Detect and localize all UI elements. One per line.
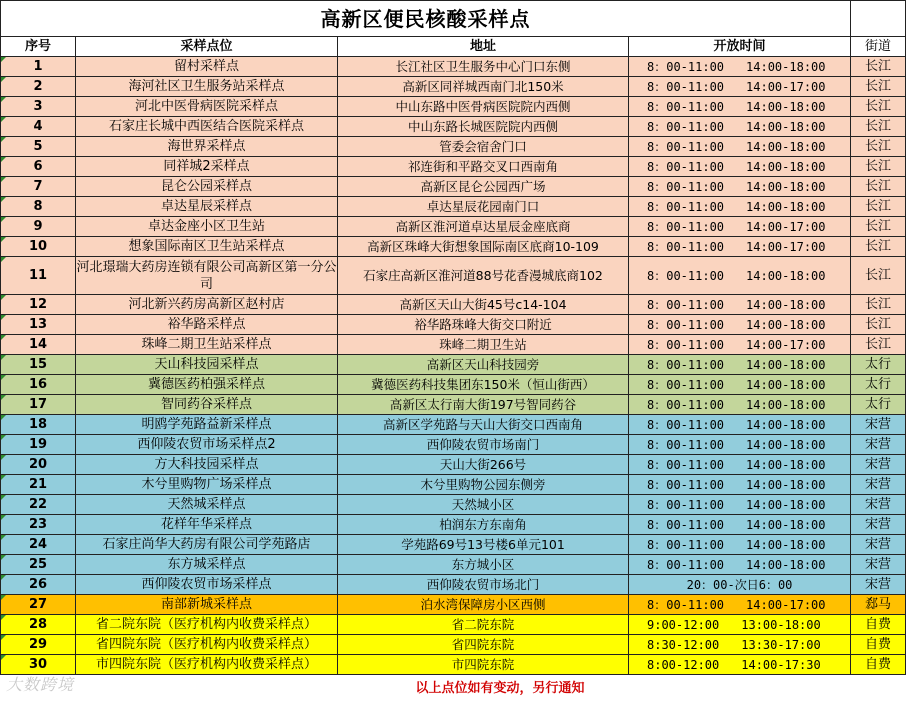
hours-afternoon: 14:00-18:00	[746, 557, 826, 572]
street-name: 郄马	[851, 595, 906, 615]
hours-afternoon: 14:00-18:00	[746, 477, 826, 492]
site-address: 高新区天山科技园旁	[338, 355, 629, 375]
hours-morning: 8：00-11:00	[647, 219, 725, 234]
site-name: 省四院东院（医疗机构内收费采样点）	[76, 635, 338, 655]
site-name: 河北璟瑞大药房连锁有限公司高新区第一分公司	[76, 257, 338, 295]
site-address: 东方城小区	[338, 555, 629, 575]
site-address: 中山东路长城医院院内西侧	[338, 117, 629, 137]
opening-hours	[629, 515, 851, 535]
street-name: 长江	[851, 315, 906, 335]
hours-afternoon: 14:00-17:00	[746, 79, 826, 94]
site-name: 东方城采样点	[76, 555, 338, 575]
site-name: 海河社区卫生服务站采样点	[76, 77, 338, 97]
hours-morning: 8：00-11:00	[647, 59, 725, 74]
hours-morning: 8：00-11:00	[647, 457, 725, 472]
sheet-title: 高新区便民核酸采样点	[1, 1, 851, 37]
site-name: 海世界采样点	[76, 137, 338, 157]
table-row	[1, 555, 906, 575]
street-name: 宋营	[851, 475, 906, 495]
row-number: 12	[1, 295, 76, 315]
hours-afternoon: 13:30-17:00	[741, 637, 821, 652]
table-row	[1, 295, 906, 315]
site-name: 方大科技园采样点	[76, 455, 338, 475]
hours-afternoon: 14:00-17:30	[741, 657, 821, 672]
hours-morning: 20：00-次日6：00	[686, 577, 793, 592]
hours-morning: 8：00-11:00	[647, 139, 725, 154]
street-name: 长江	[851, 177, 906, 197]
hours-afternoon: 14:00-18:00	[746, 417, 826, 432]
street-name: 长江	[851, 295, 906, 315]
table-row	[1, 237, 906, 257]
opening-hours	[629, 575, 851, 595]
site-address: 天山大街266号	[338, 455, 629, 475]
opening-hours	[629, 635, 851, 655]
hours-afternoon: 14:00-18:00	[746, 99, 826, 114]
hours-afternoon: 14:00-18:00	[746, 59, 826, 74]
site-address: 石家庄高新区淮河道88号花香漫城底商102	[338, 257, 629, 295]
site-name: 珠峰二期卫生站采样点	[76, 335, 338, 355]
street-name: 宋营	[851, 515, 906, 535]
opening-hours	[629, 655, 851, 675]
street-name: 长江	[851, 77, 906, 97]
site-address: 中山东路中医骨病医院院内西侧	[338, 97, 629, 117]
site-name: 明鸥学苑路益新采样点	[76, 415, 338, 435]
row-number: 17	[1, 395, 76, 415]
site-address: 泊水湾保障房小区西侧	[338, 595, 629, 615]
opening-hours	[629, 555, 851, 575]
site-address: 高新区天山大街45号c14-104	[338, 295, 629, 315]
hours-afternoon: 14:00-18:00	[746, 457, 826, 472]
hours-morning: 8：00-11:00	[647, 179, 725, 194]
footer-note: 以上点位如有变动，另行通知	[415, 681, 585, 696]
hours-afternoon: 14:00-17:00	[746, 219, 826, 234]
hours-afternoon: 14:00-18:00	[746, 199, 826, 214]
opening-hours	[629, 375, 851, 395]
hours-morning: 8：00-11:00	[647, 477, 725, 492]
street-name: 长江	[851, 117, 906, 137]
table-row	[1, 257, 906, 295]
street-name: 长江	[851, 137, 906, 157]
hours-afternoon: 13:00-18:00	[741, 617, 821, 632]
hours-morning: 8:30-12:00	[647, 637, 720, 652]
row-number: 19	[1, 435, 76, 455]
row-number: 3	[1, 97, 76, 117]
row-number: 30	[1, 655, 76, 675]
opening-hours	[629, 137, 851, 157]
hours-morning: 9:00-12:00	[647, 617, 720, 632]
row-number: 27	[1, 595, 76, 615]
site-address: 学苑路69号13号楼6单元101	[338, 535, 629, 555]
opening-hours	[629, 455, 851, 475]
hours-afternoon: 14:00-18:00	[746, 437, 826, 452]
table-row	[1, 515, 906, 535]
hours-morning: 8：00-11:00	[647, 537, 725, 552]
hours-afternoon: 14:00-18:00	[746, 139, 826, 154]
site-name: 石家庄尚华大药房有限公司学苑路店	[76, 535, 338, 555]
hours-afternoon: 14:00-18:00	[746, 179, 826, 194]
opening-hours	[629, 435, 851, 455]
opening-hours	[629, 197, 851, 217]
table-row	[1, 335, 906, 355]
opening-hours	[629, 355, 851, 375]
table-row	[1, 455, 906, 475]
site-name: 河北新兴药房高新区赵村店	[76, 295, 338, 315]
site-address: 省二院东院	[338, 615, 629, 635]
hours-morning: 8：00-11:00	[647, 239, 725, 254]
site-address: 市四院东院	[338, 655, 629, 675]
table-row	[1, 495, 906, 515]
site-address: 裕华路珠峰大街交口附近	[338, 315, 629, 335]
street-name: 宋营	[851, 555, 906, 575]
table-row	[1, 117, 906, 137]
street-name: 长江	[851, 97, 906, 117]
row-number: 4	[1, 117, 76, 137]
opening-hours	[629, 177, 851, 197]
hours-morning: 8：00-11:00	[647, 417, 725, 432]
site-address: 天然城小区	[338, 495, 629, 515]
row-number: 20	[1, 455, 76, 475]
hours-morning: 8：00-11:00	[647, 297, 725, 312]
header-no: 序号	[1, 37, 76, 57]
site-address: 高新区昆仑公园西广场	[338, 177, 629, 197]
table-row	[1, 197, 906, 217]
site-name: 天山科技园采样点	[76, 355, 338, 375]
site-address: 高新区学苑路与天山大街交口西南角	[338, 415, 629, 435]
hours-afternoon: 14:00-18:00	[746, 537, 826, 552]
opening-hours	[629, 595, 851, 615]
street-name: 长江	[851, 257, 906, 295]
opening-hours	[629, 535, 851, 555]
table-row	[1, 615, 906, 635]
street-name: 长江	[851, 57, 906, 77]
table-row	[1, 415, 906, 435]
street-name: 太行	[851, 395, 906, 415]
opening-hours	[629, 57, 851, 77]
row-number: 6	[1, 157, 76, 177]
hours-afternoon: 14:00-18:00	[746, 517, 826, 532]
street-name: 长江	[851, 217, 906, 237]
street-name: 宋营	[851, 495, 906, 515]
site-address: 高新区同祥城西南门北150米	[338, 77, 629, 97]
street-name: 宋营	[851, 435, 906, 455]
row-number: 18	[1, 415, 76, 435]
site-address: 木兮里购物公园东侧旁	[338, 475, 629, 495]
hours-afternoon: 14:00-18:00	[746, 119, 826, 134]
opening-hours	[629, 615, 851, 635]
table-row	[1, 595, 906, 615]
site-name: 同祥城2采样点	[76, 157, 338, 177]
hours-morning: 8：00-11:00	[647, 268, 725, 283]
table-row	[1, 137, 906, 157]
hours-afternoon: 14:00-18:00	[746, 497, 826, 512]
hours-afternoon: 14:00-18:00	[746, 297, 826, 312]
header-address: 地址	[338, 37, 629, 57]
row-number: 25	[1, 555, 76, 575]
hours-afternoon: 14:00-17:00	[746, 239, 826, 254]
hours-afternoon: 14:00-18:00	[746, 159, 826, 174]
row-number: 7	[1, 177, 76, 197]
row-number: 5	[1, 137, 76, 157]
row-number: 22	[1, 495, 76, 515]
hours-morning: 8：00-11:00	[647, 397, 725, 412]
site-name: 想象国际南区卫生站采样点	[76, 237, 338, 257]
table-row	[1, 355, 906, 375]
street-name: 自费	[851, 655, 906, 675]
site-address: 西仰陵农贸市场北门	[338, 575, 629, 595]
row-number: 13	[1, 315, 76, 335]
row-number: 2	[1, 77, 76, 97]
opening-hours	[629, 157, 851, 177]
street-name: 太行	[851, 355, 906, 375]
opening-hours	[629, 117, 851, 137]
header-hours: 开放时间	[629, 37, 851, 57]
row-number: 8	[1, 197, 76, 217]
hours-morning: 8：00-11:00	[647, 377, 725, 392]
site-name: 省二院东院（医疗机构内收费采样点）	[76, 615, 338, 635]
table-body	[1, 57, 906, 675]
hours-morning: 8:00-12:00	[647, 657, 720, 672]
row-number: 26	[1, 575, 76, 595]
row-number: 29	[1, 635, 76, 655]
row-number: 10	[1, 237, 76, 257]
hours-morning: 8：00-11:00	[647, 79, 725, 94]
table-row	[1, 57, 906, 77]
site-address: 柏润东方东南角	[338, 515, 629, 535]
row-number: 1	[1, 57, 76, 77]
site-name: 花样年华采样点	[76, 515, 338, 535]
table-row	[1, 315, 906, 335]
site-name: 天然城采样点	[76, 495, 338, 515]
site-name: 市四院东院（医疗机构内收费采样点）	[76, 655, 338, 675]
opening-hours	[629, 217, 851, 237]
site-name: 昆仑公园采样点	[76, 177, 338, 197]
hours-morning: 8：00-11:00	[647, 119, 725, 134]
hours-afternoon: 14:00-18:00	[746, 357, 826, 372]
hours-morning: 8：00-11:00	[647, 497, 725, 512]
hours-afternoon: 14:00-18:00	[746, 397, 826, 412]
opening-hours	[629, 495, 851, 515]
site-address: 高新区太行南大街197号智同药谷	[338, 395, 629, 415]
street-name: 太行	[851, 375, 906, 395]
site-address: 卓达星辰花园南门口	[338, 197, 629, 217]
hours-afternoon: 14:00-17:00	[746, 337, 826, 352]
site-name: 裕华路采样点	[76, 315, 338, 335]
table-row	[1, 77, 906, 97]
site-name: 木兮里购物广场采样点	[76, 475, 338, 495]
site-name: 西仰陵农贸市场采样点	[76, 575, 338, 595]
street-name: 自费	[851, 615, 906, 635]
hours-morning: 8：00-11:00	[647, 317, 725, 332]
header-street: 街道	[851, 37, 906, 57]
row-number: 28	[1, 615, 76, 635]
row-number: 24	[1, 535, 76, 555]
opening-hours	[629, 395, 851, 415]
site-name: 西仰陵农贸市场采样点2	[76, 435, 338, 455]
table-row	[1, 177, 906, 197]
hours-morning: 8：00-11:00	[647, 199, 725, 214]
hours-afternoon: 14:00-17:00	[746, 597, 826, 612]
site-name: 河北中医骨病医院采样点	[76, 97, 338, 117]
blank-corner-cell	[851, 1, 906, 37]
site-name: 卓达金座小区卫生站	[76, 217, 338, 237]
row-number: 21	[1, 475, 76, 495]
hours-afternoon: 14:00-18:00	[746, 377, 826, 392]
hours-afternoon: 14:00-18:00	[746, 268, 826, 283]
hours-morning: 8：00-11:00	[647, 357, 725, 372]
street-name: 长江	[851, 157, 906, 177]
table-row	[1, 395, 906, 415]
hours-morning: 8：00-11:00	[647, 437, 725, 452]
opening-hours	[629, 475, 851, 495]
row-number: 11	[1, 257, 76, 295]
row-number: 9	[1, 217, 76, 237]
street-name: 宋营	[851, 415, 906, 435]
site-name: 冀德医药柏强采样点	[76, 375, 338, 395]
opening-hours	[629, 415, 851, 435]
row-number: 23	[1, 515, 76, 535]
opening-hours	[629, 315, 851, 335]
opening-hours	[629, 97, 851, 117]
site-name: 石家庄长城中西医结合医院采样点	[76, 117, 338, 137]
row-number: 15	[1, 355, 76, 375]
site-address: 管委会宿舍门口	[338, 137, 629, 157]
hours-morning: 8：00-11:00	[647, 99, 725, 114]
row-number: 14	[1, 335, 76, 355]
row-number: 16	[1, 375, 76, 395]
table-row	[1, 475, 906, 495]
opening-hours	[629, 335, 851, 355]
site-address: 高新区淮河道卓达星辰金座底商	[338, 217, 629, 237]
street-name: 长江	[851, 237, 906, 257]
site-address: 冀德医药科技集团东150米（恒山街西）	[338, 375, 629, 395]
street-name: 长江	[851, 335, 906, 355]
site-name: 留村采样点	[76, 57, 338, 77]
site-address: 高新区珠峰大街想象国际南区底商10-109	[338, 237, 629, 257]
site-address: 省四院东院	[338, 635, 629, 655]
table-row	[1, 635, 906, 655]
site-name: 南部新城采样点	[76, 595, 338, 615]
street-name: 宋营	[851, 455, 906, 475]
street-name: 宋营	[851, 535, 906, 555]
site-address: 长江社区卫生服务中心门口东侧	[338, 57, 629, 77]
table-row	[1, 375, 906, 395]
street-name: 自费	[851, 635, 906, 655]
watermark-logo: 大数跨境	[6, 675, 75, 694]
table-row	[1, 435, 906, 455]
site-address: 西仰陵农贸市场南门	[338, 435, 629, 455]
site-address: 祁连街和平路交叉口西南角	[338, 157, 629, 177]
table-row	[1, 157, 906, 177]
hours-morning: 8：00-11:00	[647, 557, 725, 572]
opening-hours	[629, 257, 851, 295]
opening-hours	[629, 237, 851, 257]
table-row	[1, 97, 906, 117]
header-row	[1, 37, 906, 57]
table-row	[1, 535, 906, 555]
hours-morning: 8：00-11:00	[647, 159, 725, 174]
hours-morning: 8：00-11:00	[647, 597, 725, 612]
hours-afternoon: 14:00-18:00	[746, 317, 826, 332]
header-name: 采样点位	[76, 37, 338, 57]
site-name: 智同药谷采样点	[76, 395, 338, 415]
hours-morning: 8：00-11:00	[647, 517, 725, 532]
table-row	[1, 655, 906, 675]
hours-morning: 8：00-11:00	[647, 337, 725, 352]
table-row	[1, 217, 906, 237]
site-name: 卓达星辰采样点	[76, 197, 338, 217]
opening-hours	[629, 295, 851, 315]
site-address: 珠峰二期卫生站	[338, 335, 629, 355]
opening-hours	[629, 77, 851, 97]
street-name: 宋营	[851, 575, 906, 595]
street-name: 长江	[851, 197, 906, 217]
table-row	[1, 575, 906, 595]
